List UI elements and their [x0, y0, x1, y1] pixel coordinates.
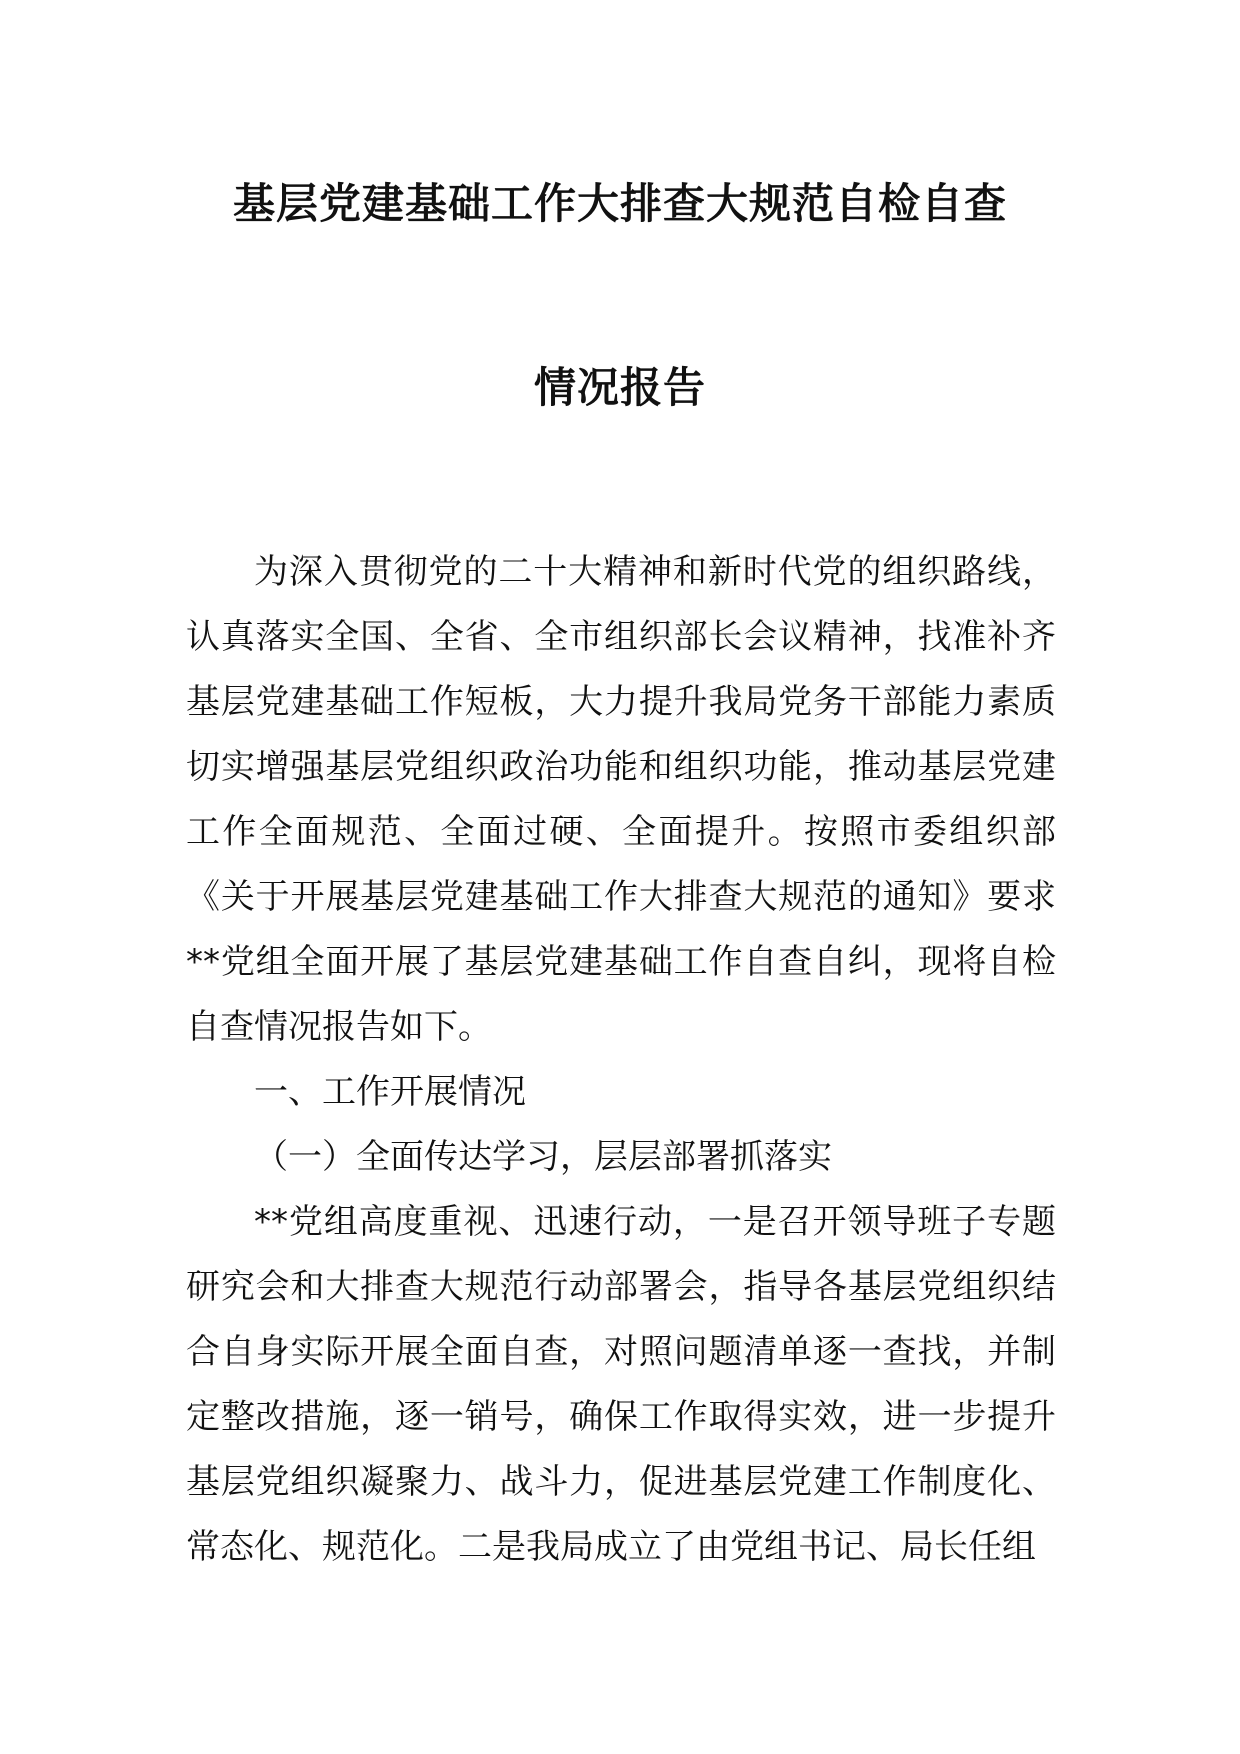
- intro-paragraph: 为深入贯彻党的二十大精神和新时代党的组织路线，认真落实全国、全省、全市组织部长会议精神，找准补齐基层党建基础工作短板，大力提升我局党务干部能力素质切实增强基层党组织政治功能和组织功能，推动基层党建工作全面规范、全面过硬、全面提升。按照市委组织部《关于开展基层党建基础工作大排查大规范的通知》要求**党组全面开展了基层党建基础工作自查自纠，现将自检自查情况报告如下。: [186, 552, 1056, 1047]
- document-body: [186, 540, 1056, 1580]
- body-paragraph: **党组高度重视、迅速行动，一是召开领导班子专题研究会和大排查大规范行动部署会，指导各基层党组织结合自身实际开展全面自查，对照问题清单逐一查找，并制定整改措施，逐一销号，确保工作取得实效，进一步提升基层党组织凝聚力、战斗力，促进基层党建工作制度化、常态化、规范化。二是我局成立了由党组书记、局长任组: [186, 1202, 1056, 1567]
- subsection-heading: （一）全面传达学习，层层部署抓落实: [254, 1137, 832, 1177]
- document-title-line-2: 情况报告: [533, 363, 706, 412]
- document-title-line-1: 基层党建基础工作大排查大规范自检自查: [232, 179, 1007, 228]
- section-heading: 一、工作开展情况: [254, 1072, 526, 1112]
